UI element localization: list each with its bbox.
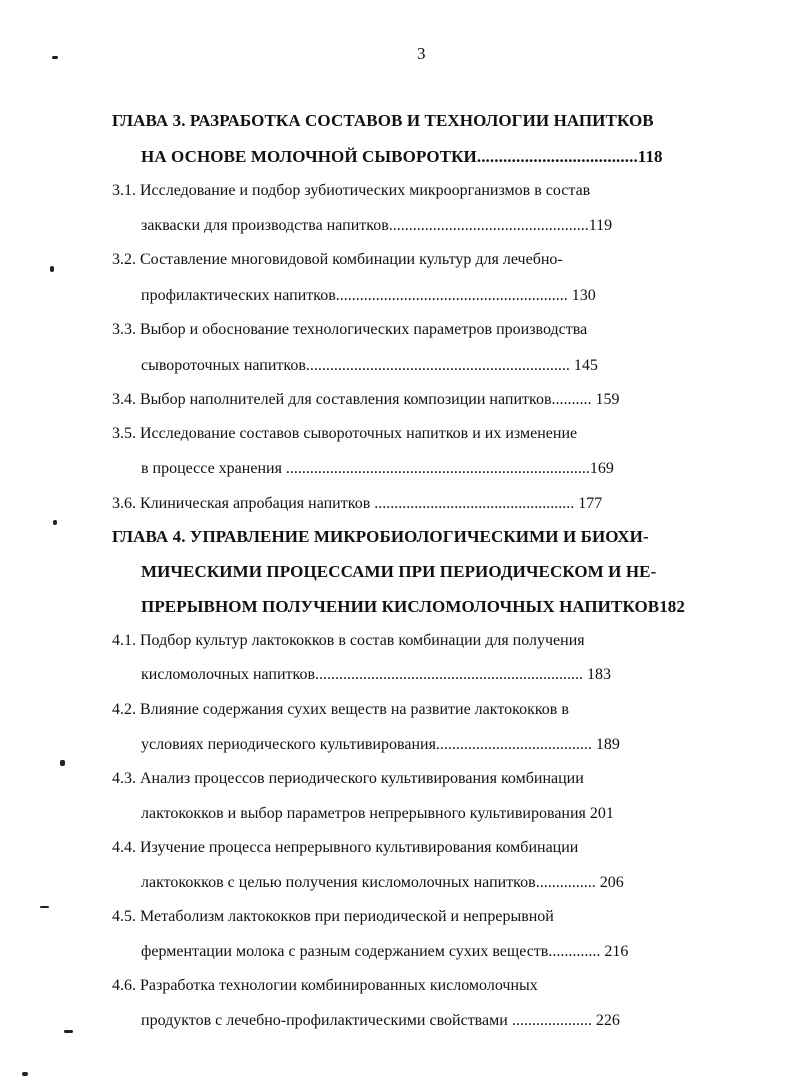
toc-line: 4.1. Подбор культур лактококков в состав комбинации для получения <box>112 632 585 649</box>
toc-line: продуктов с лечебно-профилактическими свойствами .................... 226 <box>141 1012 620 1029</box>
toc-line: условиях периодического культивирования....................................... 189 <box>141 736 620 753</box>
toc-line: 4.2. Влияние содержания сухих веществ на развитие лактококков в <box>112 701 569 718</box>
toc-line: лактококков с целью получения кисломолочных напитков............... 206 <box>141 874 624 891</box>
toc-line: в процессе хранения ............................................................................169 <box>141 460 614 477</box>
toc-line: ГЛАВА 3. РАЗРАБОТКА СОСТАВОВ И ТЕХНОЛОГИИ НАПИТКОВ <box>112 111 654 130</box>
toc-line: 4.4. Изучение процесса непрерывного культивирования комбинации <box>112 839 579 856</box>
scan-mark <box>64 1030 73 1033</box>
toc-line: 4.5. Метаболизм лактококков при периодической и непрерывной <box>112 908 554 925</box>
toc-line: 3.6. Клиническая апробация напитков .................................................. 177 <box>112 495 603 512</box>
toc-line: МИЧЕСКИМИ ПРОЦЕССАМИ ПРИ ПЕРИОДИЧЕСКОМ И НЕ- <box>141 562 657 581</box>
scan-mark <box>52 56 58 59</box>
toc-line: 3.1. Исследование и подбор зубиотических микроорганизмов в состав <box>112 182 591 199</box>
toc-line: 3.2. Составление многовидовой комбинации культур для лечебно- <box>112 251 563 268</box>
toc-line: 4.3. Анализ процессов периодического культивирования комбинации <box>112 770 584 787</box>
toc-line: лактококков и выбор параметров непрерывного культивирования 201 <box>141 805 614 822</box>
toc-line: 3.3. Выбор и обоснование технологических параметров производства <box>112 321 588 338</box>
scan-mark <box>40 906 49 908</box>
toc-line: сывороточных напитков.................................................................. 145 <box>141 357 598 374</box>
toc-line: ферментации молока с разным содержанием сухих веществ............. 216 <box>141 943 629 960</box>
scan-mark <box>22 1072 28 1076</box>
toc-line: профилактических напитков.......................................................... 130 <box>141 287 596 304</box>
toc-line: ГЛАВА 4. УПРАВЛЕНИЕ МИКРОБИОЛОГИЧЕСКИМИ И БИОХИ- <box>112 527 649 546</box>
scan-mark <box>60 760 65 766</box>
toc-line: 3.5. Исследование составов сывороточных напитков и их изменение <box>112 425 578 442</box>
scan-mark <box>53 520 57 525</box>
toc-line: НА ОСНОВЕ МОЛОЧНОЙ СЫВОРОТКИ.....................................118 <box>141 147 663 166</box>
scan-mark <box>50 266 54 272</box>
toc-line: 3.4. Выбор наполнителей для составления композиции напитков.......... 159 <box>112 391 620 408</box>
toc-line: закваски для производства напитков..................................................119 <box>141 217 613 234</box>
toc-line: 4.6. Разработка технологии комбинированных кисломолочных <box>112 977 538 994</box>
page-number: 3 <box>417 44 426 63</box>
toc-line: ПРЕРЫВНОМ ПОЛУЧЕНИИ КИСЛОМОЛОЧНЫХ НАПИТКОВ182 <box>141 597 686 616</box>
toc-line: кисломолочных напитков................................................................... 183 <box>141 666 612 683</box>
